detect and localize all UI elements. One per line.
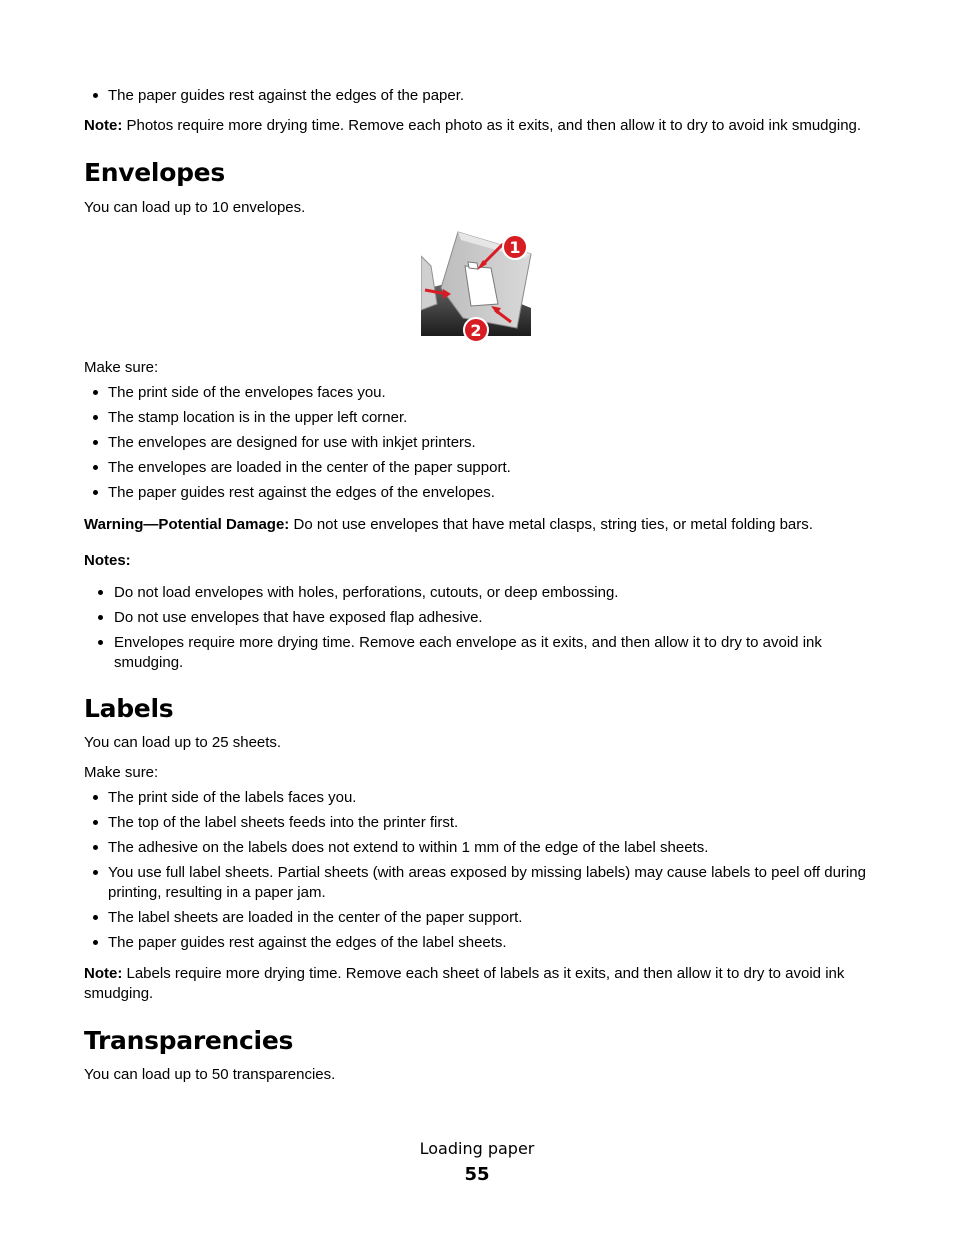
list-item: The envelopes are loaded in the center of the paper support. [84, 458, 874, 478]
callout-1-label: 1 [509, 238, 521, 257]
stamp [468, 262, 478, 269]
labels-note [84, 964, 874, 1004]
list-item: Do not use envelopes that have exposed flap adhesive. [84, 608, 874, 628]
list-item: The print side of the envelopes faces you. [84, 383, 874, 403]
list-item: Envelopes require more drying time. Remove each envelope as it exits, and then allow it to dry to avoid ink smudging. [84, 633, 874, 673]
list-item: The paper guides rest against the edges of the paper. [84, 86, 874, 106]
envelopes-warning [84, 515, 874, 535]
footer-section-title: Loading paper [419, 1139, 535, 1158]
page-number: 55 [464, 1164, 490, 1185]
note-text: Photos require more drying time. Remove each photo as it exits, and then allow it to dry to avoid ink smudging. [122, 117, 862, 134]
callout-2-label: 2 [470, 321, 482, 340]
callout-1 [503, 235, 527, 259]
page-footer [0, 1139, 954, 1185]
list-item: The top of the label sheets feeds into the printer first. [84, 813, 874, 833]
envelopes-make-sure: Make sure: [84, 359, 159, 376]
labels-heading: Labels [84, 694, 174, 723]
list-item: The envelopes are designed for use with inkjet printers. [84, 433, 874, 453]
labels-capacity: You can load up to 25 sheets. [84, 734, 282, 751]
transparencies-heading: Transparencies [84, 1026, 294, 1055]
envelopes-heading: Envelopes [84, 158, 225, 187]
notes-label [84, 551, 131, 571]
list-item: The label sheets are loaded in the center of the paper support. [84, 908, 874, 928]
transparencies-capacity: You can load up to 50 transparencies. [84, 1066, 336, 1083]
labels-make-sure: Make sure: [84, 764, 159, 781]
list-item: You use full label sheets. Partial sheets (with areas exposed by missing labels) may cause labels to peel off during printing, resulting in a paper jam. [84, 863, 874, 903]
list-item: The paper guides rest against the edges of the envelopes. [84, 483, 874, 503]
list-item: Do not load envelopes with holes, perforations, cutouts, or deep embossing. [84, 583, 874, 603]
list-item: The stamp location is in the upper left corner. [84, 408, 874, 428]
note-label: Note: [84, 117, 123, 134]
left-side-panel [421, 256, 437, 310]
labels-checklist [84, 788, 874, 958]
note-label: Note: [84, 965, 123, 982]
note-text: Labels require more drying time. Remove each sheet of labels as it exits, and then allow it to dry to avoid ink smudging. [84, 965, 845, 1002]
list-item: The print side of the labels faces you. [84, 788, 874, 808]
envelopes-checklist [84, 383, 874, 508]
top-bullet-list [84, 86, 874, 111]
callout-2 [464, 318, 488, 342]
envelope-loading-illustration [421, 230, 533, 345]
list-item: The adhesive on the labels does not extend to within 1 mm of the edge of the label sheets. [84, 838, 874, 858]
photo-note [84, 116, 874, 136]
warning-label: Warning—Potential Damage: [84, 516, 290, 533]
warning-text: Do not use envelopes that have metal clasps, string ties, or metal folding bars. [289, 516, 813, 533]
envelopes-capacity: You can load up to 10 envelopes. [84, 199, 306, 216]
envelopes-notes-list [84, 583, 874, 678]
notes-label-text: Notes: [84, 552, 131, 569]
list-item: The paper guides rest against the edges of the label sheets. [84, 933, 874, 953]
